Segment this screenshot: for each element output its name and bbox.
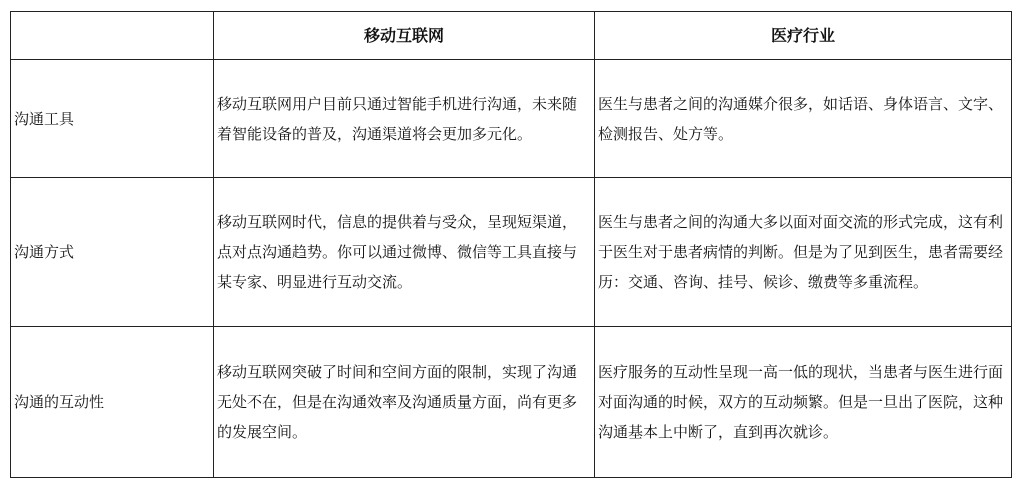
header-medical-industry: 医疗行业 <box>595 12 1012 60</box>
mobile-cell: 移动互联网用户目前只通过智能手机进行沟通，未来随着智能设备的普及，沟通渠道将会更加多元化。 <box>214 60 595 178</box>
mobile-cell: 移动互联网突破了时间和空间方面的限制，实现了沟通无处不在，但是在沟通效率及沟通质量方面，尚有更多的发展空间。 <box>214 327 595 478</box>
comparison-table <box>10 11 1012 478</box>
header-empty-cell <box>11 12 214 60</box>
medical-cell: 医生与患者之间的沟通媒介很多，如话语、身体语言、文字、检测报告、处方等。 <box>595 60 1012 178</box>
row-label: 沟通方式 <box>11 178 214 327</box>
table-row <box>11 60 1012 178</box>
medical-cell: 医生与患者之间的沟通大多以面对面交流的形式完成，这有利于医生对于患者病情的判断。但是为了见到医生，患者需要经历：交通、咨询、挂号、候诊、缴费等多重流程。 <box>595 178 1012 327</box>
header-mobile-internet: 移动互联网 <box>214 12 595 60</box>
medical-cell: 医疗服务的互动性呈现一高一低的现状，当患者与医生进行面对面沟通的时候，双方的互动频繁。但是一旦出了医院，这种沟通基本上中断了，直到再次就诊。 <box>595 327 1012 478</box>
mobile-cell: 移动互联网时代，信息的提供着与受众，呈现短渠道，点对点沟通趋势。你可以通过微博、微信等工具直接与某专家、明显进行互动交流。 <box>214 178 595 327</box>
row-label: 沟通工具 <box>11 60 214 178</box>
table-row <box>11 327 1012 478</box>
row-label: 沟通的互动性 <box>11 327 214 478</box>
header-row <box>11 12 1012 60</box>
table-row <box>11 178 1012 327</box>
